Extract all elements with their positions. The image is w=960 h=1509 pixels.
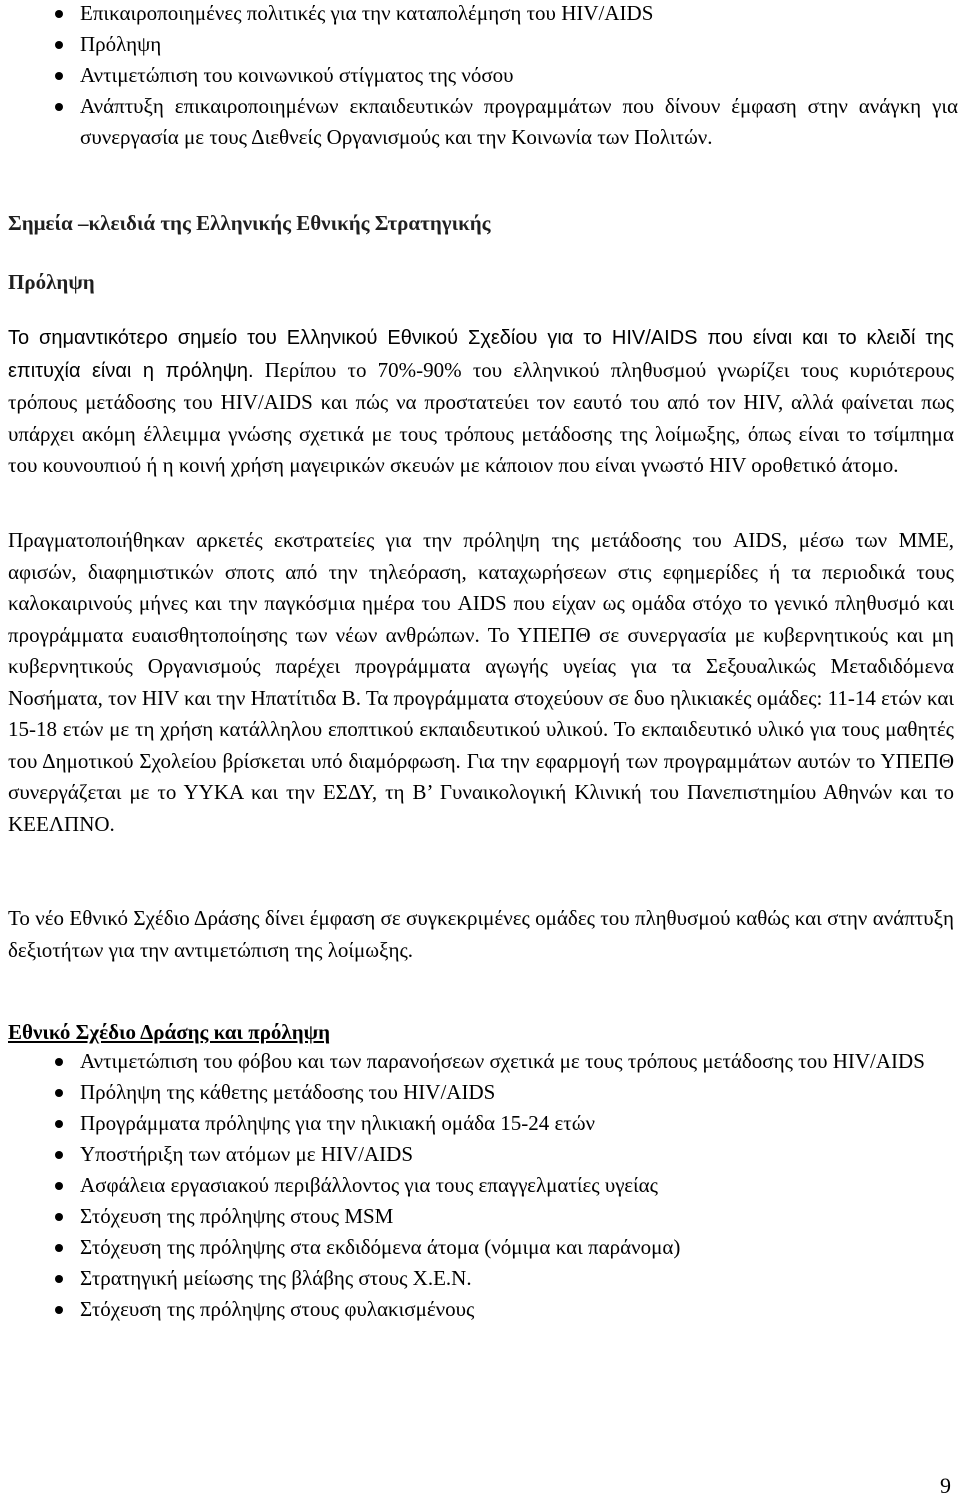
paragraph-body: Περίπου το 70%-90% του ελληνικού πληθυσμού γνωρίζει τους κυριότερους τρόπους μετάδοσης του HIV/AIDS και πώς να προστατεύει τον εαυτό του από τον HIV, αλλά φαίνεται πως υπάρχει ακόμη έλλειμμα γνώσης σχετικά με τους τρόπους μετάδοσης της λοίμωξης, όπως είναι το τσίμπημα του κουνουπιού ή η κοινή χρήση μαγειρικών σκευών με κάποιον που είναι γνωστό HIV οροθετικό άτομο. [8,357,954,477]
list-item [0,1046,958,1077]
section-title: Σημεία –κλειδιά της Ελληνικής Εθνικής Στρατηγικής [8,211,491,235]
list-item-text: Προγράμματα πρόληψης για την ηλικιακή ομάδα 15-24 ετών [80,1111,596,1135]
list-item-text: Στόχευση της πρόληψης στους MSM [80,1204,394,1228]
plan-title: Εθνικό Σχέδιο Δράσης και πρόληψη [8,1020,331,1044]
list-item [0,91,958,153]
bullet-icon [55,1151,63,1159]
list-item-text: Στόχευση της πρόληψης στους φυλακισμένους [80,1297,475,1321]
top-bullet-list [0,0,958,153]
list-item [0,1139,958,1170]
bullet-icon [55,10,63,18]
paragraph-action-plan: Το νέο Εθνικό Σχέδιο Δράσης δίνει έμφαση σε συγκεκριμένες ομάδες του πληθυσμού καθώς και στην ανάπτυξη δεξιοτήτων για την αντιμετώπιση της λοίμωξης. [8,906,954,962]
list-item-text: Ασφάλεια εργασιακού περιβάλλοντος για τους επαγγελματίες υγείας [80,1173,658,1197]
list-item [0,1263,958,1294]
bullet-icon [55,103,63,111]
list-item [0,1108,958,1139]
list-item-text: Αντιμετώπιση του κοινωνικού στίγματος της νόσου [80,63,514,87]
list-item [0,1294,958,1325]
list-item-text: Υποστήριξη των ατόμων με HIV/AIDS [80,1142,413,1166]
paragraph-prevention [8,322,954,482]
bullet-icon [55,41,63,49]
bullet-icon [55,1058,63,1066]
list-item-text: Στόχευση της πρόληψης στα εκδιδόμενα άτομα (νόμιμα και παράνομα) [80,1235,681,1259]
bullet-icon [55,72,63,80]
list-item [0,60,958,91]
list-item [0,0,958,29]
paragraph-campaigns: Πραγματοποιήθηκαν αρκετές εκστρατείες για την πρόληψη της μετάδοσης του AIDS, μέσω των ΜΜΕ, αφισών, διαφημιστικών σποτς από την τηλεόραση, καταχωρήσεων στις εφημερίδες ή τα περιοδικά τους καλοκαιρινούς μήνες και την παγκόσμια ημέρα του AIDS που είχαν ως ομάδα στόχο το γενικό πληθυσμό και προγράμματα ευαισθητοποίησης των νέων ανθρώπων. Το ΥΠΕΠΘ σε συνεργασία με κυβερνητικούς και μη κυβερνητικούς Οργανισμούς παρέχει προγράμματα αγωγής υγείας για τα Σεξουαλικώς Μεταδιδόμενα Νοσήματα, τον HIV και την Ηπατίτιδα Β. Τα προγράμματα στοχεύουν σε δυο ηλικιακές ομάδες: 11-14 ετών και 15-18 ετών με τη χρήση κατάλληλου εποπτικού εκπαιδευτικού υλικού. Το εκπαιδευτικό υλικό για τους μαθητές του Δημοτικού Σχολείου βρίσκεται υπό διαμόρφωση. Για την εφαρμογή των προγραμμάτων αυτών το ΥΠΕΠΘ συνεργάζεται με το ΥΥΚΑ και την ΕΣΔΥ, τη Β’ Γυναικολογική Κλινική του Πανεπιστημίου Αθηνών και το ΚΕΕΛΠΝΟ. [8,528,954,836]
list-item [0,1170,958,1201]
list-item [0,29,958,60]
bullet-icon [55,1275,63,1283]
bullet-icon [55,1120,63,1128]
list-item-text: Αντιμετώπιση του φόβου και των παρανοήσεων σχετικά με τους τρόπους μετάδοσης του HIV/AIDS [80,1049,925,1073]
bullet-icon [55,1182,63,1190]
bullet-icon [55,1213,63,1221]
bullet-icon [55,1244,63,1252]
list-item-text: Επικαιροποιημένες πολιτικές για την καταπολέμηση του HIV/AIDS [80,1,654,25]
list-item [0,1077,958,1108]
list-item [0,1232,958,1263]
page-number: 9 [940,1473,951,1498]
bullet-icon [55,1089,63,1097]
list-item-text: Πρόληψη της κάθετης μετάδοσης του HIV/AIDS [80,1080,496,1104]
list-item-text: Ανάπτυξη επικαιροποιημένων εκπαιδευτικών προγραμμάτων που δίνουν έμφαση στην ανάγκη για συνεργασία με τους Διεθνείς Οργανισμούς και την Κοινωνία των Πολιτών. [80,94,958,149]
bullet-icon [55,1306,63,1314]
paragraph-lead: Το σημαντικότερο σημείο του Ελληνικού Εθνικού Σχεδίου για το HIV/AIDS που είναι και το κλειδί της επιτυχία είναι η πρόληψη. [8,327,954,382]
plan-bullet-list [0,1046,958,1325]
list-item-text: Στρατηγική μείωσης της βλάβης στους Χ.Ε.Ν. [80,1266,472,1290]
list-item [0,1201,958,1232]
subsection-title: Πρόληψη [8,270,95,294]
list-item-text: Πρόληψη [80,32,162,56]
